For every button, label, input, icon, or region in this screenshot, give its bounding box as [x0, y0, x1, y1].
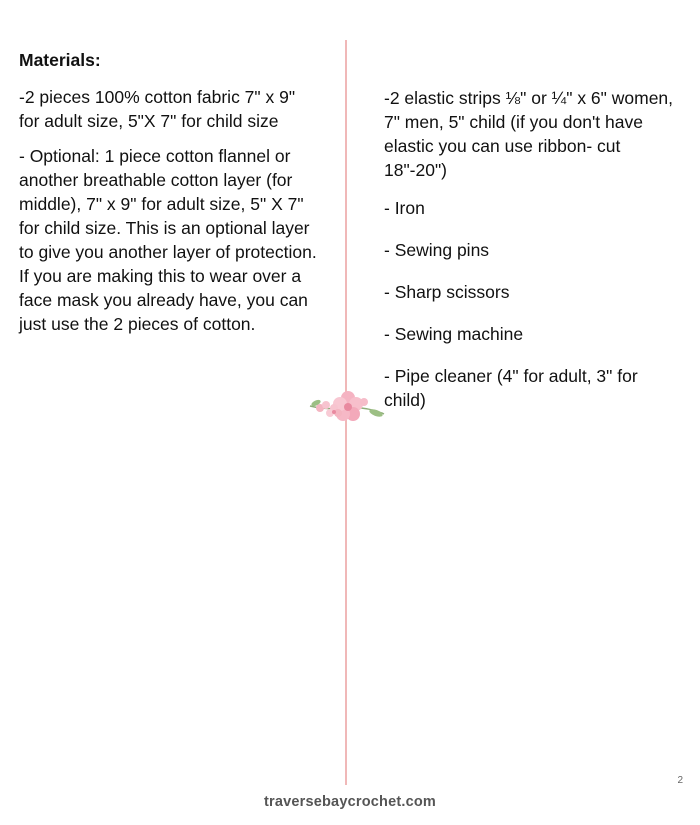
- cherry-blossom-icon: [306, 386, 386, 430]
- materials-paragraph-fabric: -2 pieces 100% cotton fabric 7" x 9" for adult size, 5"X 7" for child size: [19, 87, 296, 131]
- footer-website: traversebaycrochet.com: [263, 794, 437, 810]
- materials-right-column: [384, 86, 684, 430]
- materials-paragraph-optional-layer: - Optional: 1 piece cotton flannel or another breathable cotton layer (for middle), 7" x 9" for adult size, 5" X 7" for child size. This is an optional layer to give you another layer of protection. If you are making this to wear over a face mask you already have, you can just use the 2 pieces of cotton.: [19, 146, 317, 334]
- material-item-sewing-pins: - Sewing pins: [384, 240, 490, 260]
- material-item-scissors: - Sharp scissors: [384, 282, 510, 302]
- material-item-elastic: -2 elastic strips ⅛" or ¼" x 6" women, 7" men, 5" child (if you don't have elastic you can use ribbon- cut 18"-20"): [384, 88, 674, 180]
- materials-heading: Materials:: [19, 50, 101, 70]
- material-item-sewing-machine: - Sewing machine: [384, 324, 524, 344]
- materials-left-column: [19, 48, 319, 347]
- material-item-pipe-cleaner: - Pipe cleaner (4" for adult, 3" for child): [384, 366, 638, 410]
- material-item-iron: - Iron: [384, 198, 425, 218]
- page-number: 2: [677, 775, 683, 786]
